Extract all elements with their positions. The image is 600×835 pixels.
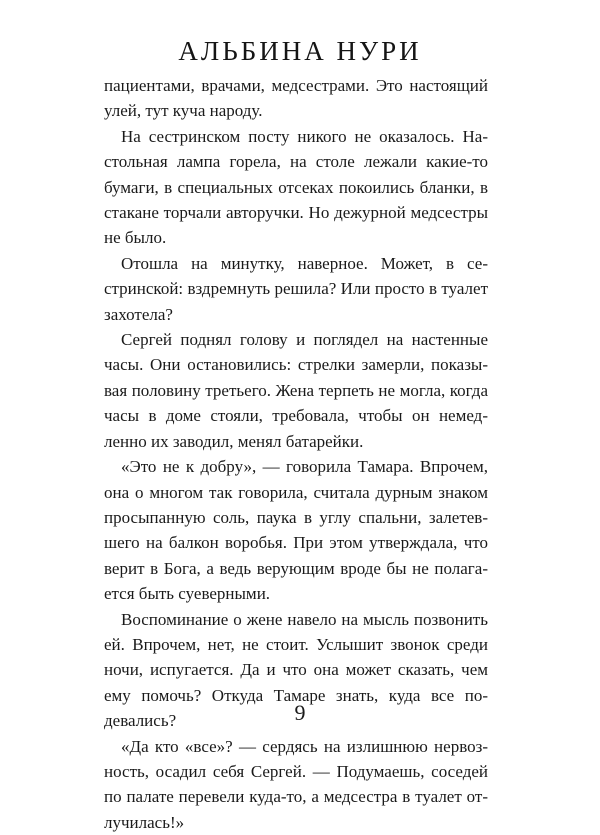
paragraph: Воспоминание о жене навело на мысль позвонить ей. Впрочем, нет, не стоит. Услышит звонок среди ночи, испугается. Да и что она может сказать, чем ему помочь? Откуда Тамаре знать, куда все подевались? xyxy=(104,609,488,731)
paragraph: Отошла на минутку, наверное. Может, в сестринской: вздремнуть решила? Или просто в туалет захотела? xyxy=(104,253,488,324)
paragraph: На сестринском посту никого не оказалось. Настольная лампа горела, на столе лежали какие-то бумаги, в специальных отсеках покоились бланки, в стакане торчали авторучки. Но дежурной медсестры не было. xyxy=(104,126,488,248)
page-number: 9 xyxy=(294,700,306,725)
paragraph: «Это не к добру», — говорила Тамара. Впрочем, она о многом так говорила, считала дурным знаком просыпанную соль, паука в углу спальни, залетевшего на балкон воробья. При этом утверждала, что верит в Бога, а ведь верующим вроде бы не полагается быть суеверными. xyxy=(104,457,488,604)
paragraph: «Да кто «все»? — сердясь на излишнюю нервозность, осадил себя Сергей. — Подумаешь, соседей по палате перевели куда-то, а медсестра в туалет отлучилась!» xyxy=(104,736,488,832)
paragraph-continuation: пациентами, врачами, медсестрами. Это настоящий улей, тут куча народу. xyxy=(104,76,488,121)
paragraph: Сергей поднял голову и поглядел на настенные часы. Они остановились: стрелки замерли, показывая половину третьего. Жена терпеть не могла, когда часы в доме стояли, требовала, чтобы он немедленно их заводил, менял батарейки. xyxy=(104,330,488,451)
running-head-author: АЛЬБИНА НУРИ xyxy=(178,36,422,66)
